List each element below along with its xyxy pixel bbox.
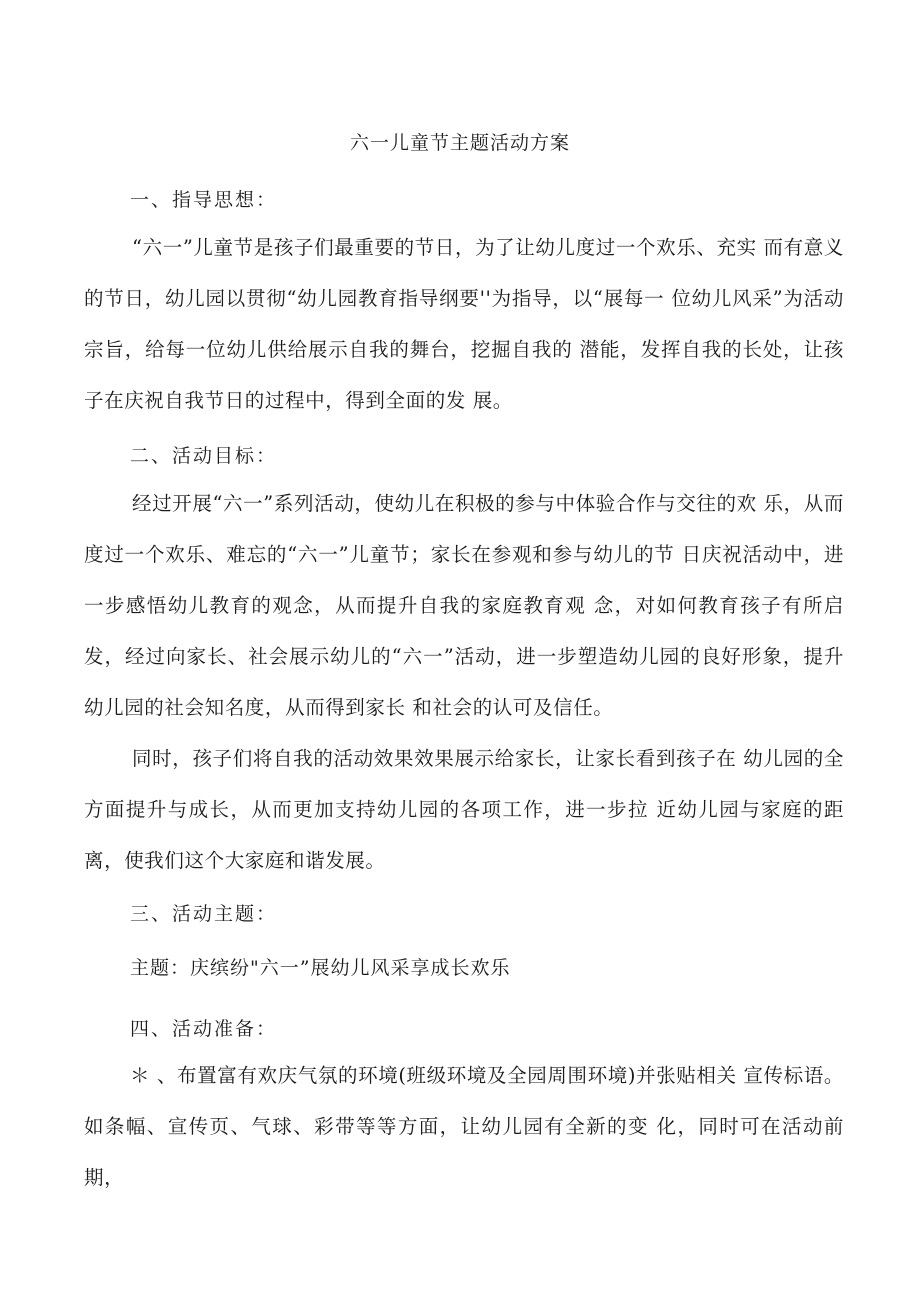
document-title: 六一儿童节主题活动方案 (349, 132, 570, 154)
paragraph-guiding-ideology: “六一”儿童节是孩子们最重要的节日，为了让幼儿度过一个欢乐、充实 而有意义的节日，幼儿园以贯彻“幼儿园教育指导纲要''为指导，以“展每一 位幼儿风采”为活动宗旨，给每一位幼儿供给展示自我的舞台，挖掘自我的 潜能，发挥自我的长处，让孩子在庆祝自我节日的过程中，得到全面的发 展。 (84, 236, 844, 412)
section-heading-activity-theme: 三、活动主题： (130, 903, 278, 925)
paragraph-activity-goals-continued: 同时，孩子们将自我的活动效果效果展示给家长，让家长看到孩子在 幼儿园的全方面提升与成长，从而更加支持幼儿园的各项工作，进一步拉 近幼儿园与家庭的距离，使我们这个大家庭和谐发展。 (84, 747, 844, 872)
paragraph-activity-goals: 经过开展“六一”系列活动，使幼儿在积极的参与中体验合作与交往的欢 乐，从而度过一个欢乐、难忘的“六一”儿童节；家长在参观和参与幼儿的节 日庆祝活动中，进一步感悟幼儿教育的观念，从而提升自我的家庭教育观 念，对如何教育孩子有所启发，经过向家长、社会展示幼儿的“六一”活动，进一步塑造幼儿园的良好形象，提升幼儿园的社会知名度，从而得到家长 和社会的认可及信任。 (84, 492, 844, 719)
paragraph-activity-preparation: ＊ 、布置富有欢庆气氛的环境(班级环境及全园周围环境)并张贴相关 宣传标语。如条幅、宣传页、气球、彩带等等方面，让幼儿园有全新的变 化，同时可在活动前期， (84, 1064, 844, 1189)
section-heading-activity-goals: 二、活动目标： (130, 445, 278, 467)
section-heading-guiding-ideology: 一、指导思想： (130, 189, 278, 211)
activity-theme-text: 主题：庆缤纷"六一”展幼儿风采享成长欢乐 (130, 957, 511, 979)
section-heading-activity-preparation: 四、活动准备： (130, 1018, 278, 1040)
